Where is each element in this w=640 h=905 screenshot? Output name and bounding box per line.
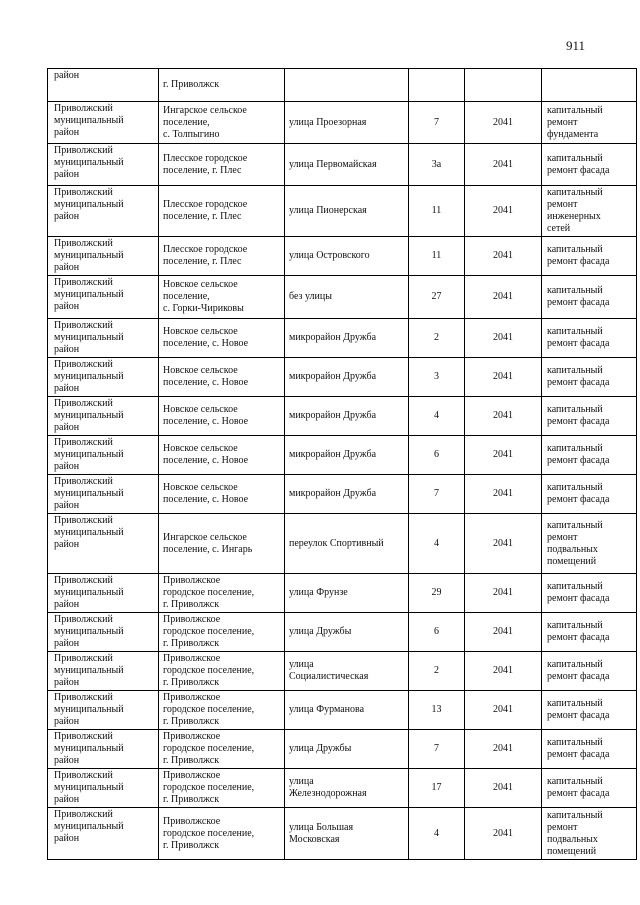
house-number-cell-text: 3 (434, 371, 439, 382)
work-type-cell (542, 186, 637, 237)
year-cell (465, 613, 542, 652)
year-cell (465, 574, 542, 613)
work-type-cell-text: капитальный ремонт фасада (547, 737, 610, 760)
district-cell (48, 691, 159, 730)
district-cell (48, 730, 159, 769)
house-number-cell-text: 3а (431, 158, 442, 170)
work-type-cell (542, 652, 637, 691)
table-row (48, 69, 637, 102)
work-type-cell (542, 691, 637, 730)
house-number-cell (409, 574, 465, 613)
district-cell (48, 237, 159, 276)
house-number-cell-text: 6 (434, 449, 439, 460)
district-cell-text: Приволжский муниципальный район (54, 476, 124, 511)
settlement-cell-text: Новское сельское поселение, с. Новое (163, 404, 249, 427)
district-cell-text: Приволжский муниципальный район (54, 238, 124, 273)
year-cell-text: 2041 (493, 332, 513, 343)
street-cell (285, 769, 409, 808)
table-row (48, 102, 637, 144)
district-cell (48, 186, 159, 237)
year-cell (465, 319, 542, 358)
district-cell (48, 144, 159, 186)
district-cell (48, 69, 159, 102)
settlement-cell (159, 613, 285, 652)
district-cell (48, 808, 159, 860)
work-type-cell (542, 397, 637, 436)
settlement-cell-text: Приволжское городское поселение, г. Приволжск (163, 731, 255, 766)
house-number-cell (409, 613, 465, 652)
table-row (48, 769, 637, 808)
street-cell-text: улица Социалистическая (289, 659, 369, 682)
district-cell-text: Приволжский муниципальный район (54, 575, 124, 610)
settlement-cell (159, 808, 285, 860)
year-cell (465, 144, 542, 186)
street-cell-text: улица Проезорная (289, 116, 367, 128)
street-cell (285, 186, 409, 237)
street-cell-text: переулок Спортивный (289, 537, 384, 549)
house-number-cell-text: 7 (434, 743, 439, 754)
year-cell (465, 769, 542, 808)
district-cell (48, 319, 159, 358)
street-cell (285, 102, 409, 144)
street-cell-text: улица Фурманова (289, 704, 365, 715)
year-cell (465, 730, 542, 769)
table-row (48, 613, 637, 652)
year-cell-text: 2041 (493, 704, 513, 715)
house-number-cell-text: 6 (434, 626, 439, 637)
settlement-cell (159, 397, 285, 436)
street-cell-text: улица Железнодорожная (289, 776, 367, 799)
settlement-cell-text: Плесское городское поселение, г. Плес (163, 244, 248, 267)
district-cell (48, 397, 159, 436)
year-cell (465, 652, 542, 691)
table-row (48, 237, 637, 276)
house-number-cell-text: 4 (434, 410, 439, 421)
year-cell (465, 436, 542, 475)
street-cell-text: улица Фрунзе (289, 587, 348, 598)
house-number-cell-text: 4 (434, 827, 439, 839)
district-cell (48, 276, 159, 319)
house-number-cell-text: 29 (431, 587, 442, 598)
work-type-cell (542, 237, 637, 276)
year-cell-text: 2041 (493, 665, 513, 676)
house-number-cell-text: 2 (434, 332, 439, 343)
work-type-cell (542, 730, 637, 769)
street-cell (285, 358, 409, 397)
settlement-cell-text: Плесское городское поселение, г. Плес (163, 152, 248, 176)
house-number-cell (409, 475, 465, 514)
settlement-cell (159, 514, 285, 574)
year-cell (465, 808, 542, 860)
street-cell-text: микрорайон Дружба (289, 410, 377, 421)
work-type-cell (542, 808, 637, 860)
settlement-cell-text: Приволжское городское поселение, г. Приволжск (163, 614, 255, 649)
year-cell-text: 2041 (493, 410, 513, 421)
district-cell-text: Приволжский муниципальный район (54, 145, 124, 180)
street-cell (285, 436, 409, 475)
district-cell (48, 652, 159, 691)
district-cell-text: район (54, 70, 80, 81)
street-cell-text: улица Большая Московская (289, 821, 354, 845)
street-cell-text: улица Дружбы (289, 743, 352, 754)
street-cell (285, 69, 409, 102)
work-type-cell-text: капитальный ремонт фасада (547, 698, 610, 721)
settlement-cell-text: Приволжское городское поселение, г. Приволжск (163, 815, 255, 851)
year-cell-text: 2041 (493, 250, 513, 261)
table-row (48, 358, 637, 397)
district-cell-text: Приволжский муниципальный район (54, 437, 124, 472)
year-cell-text: 2041 (493, 116, 513, 128)
district-cell (48, 102, 159, 144)
work-type-cell (542, 319, 637, 358)
street-cell-text: микрорайон Дружба (289, 332, 377, 343)
table-row (48, 276, 637, 319)
year-cell-text: 2041 (493, 488, 513, 499)
house-number-cell (409, 102, 465, 144)
street-cell-text: микрорайон Дружба (289, 488, 377, 499)
work-type-cell (542, 358, 637, 397)
work-type-cell (542, 276, 637, 319)
settlement-cell (159, 319, 285, 358)
house-number-cell (409, 237, 465, 276)
work-type-cell (542, 144, 637, 186)
street-cell (285, 691, 409, 730)
work-type-cell (542, 613, 637, 652)
street-cell-text: микрорайон Дружба (289, 449, 377, 460)
street-cell (285, 574, 409, 613)
house-number-cell (409, 276, 465, 319)
year-cell (465, 276, 542, 319)
street-cell-text: улица Дружбы (289, 626, 352, 637)
house-number-cell (409, 730, 465, 769)
year-cell-text: 2041 (493, 626, 513, 637)
house-number-cell (409, 691, 465, 730)
year-cell-text: 2041 (493, 158, 513, 170)
district-cell-text: Приволжский муниципальный район (54, 731, 124, 766)
year-cell (465, 237, 542, 276)
street-cell-text: микрорайон Дружба (289, 371, 377, 382)
settlement-cell (159, 691, 285, 730)
street-cell (285, 237, 409, 276)
settlement-cell-text: Новское сельское поселение, с. Новое (163, 443, 249, 466)
district-cell-text: Приволжский муниципальный район (54, 277, 124, 312)
house-number-cell-text: 2 (434, 665, 439, 676)
house-number-cell-text: 17 (431, 782, 442, 793)
work-type-cell-text: капитальный ремонт подвальных помещений (547, 519, 603, 567)
settlement-cell-text: Ингарское сельское поселение, с. Толпыгино (163, 104, 247, 140)
table-row (48, 475, 637, 514)
year-cell-text: 2041 (493, 827, 513, 839)
work-type-cell (542, 436, 637, 475)
district-cell-text: Приволжский муниципальный район (54, 320, 124, 355)
house-number-cell (409, 358, 465, 397)
house-number-cell (409, 69, 465, 102)
house-number-cell (409, 436, 465, 475)
settlement-cell-text: Плесское городское поселение, г. Плес (163, 199, 248, 222)
house-number-cell (409, 186, 465, 237)
house-number-cell (409, 652, 465, 691)
street-cell (285, 808, 409, 860)
work-type-cell-text: капитальный ремонт подвальных помещений (547, 809, 603, 857)
house-number-cell (409, 514, 465, 574)
house-number-cell (409, 397, 465, 436)
street-cell-text: улица Пионерская (289, 205, 367, 216)
settlement-cell (159, 144, 285, 186)
work-type-cell-text: капитальный ремонт инженерных сетей (547, 187, 603, 234)
work-type-cell-text: капитальный ремонт фасада (547, 443, 610, 466)
street-cell (285, 144, 409, 186)
house-number-cell-text: 7 (434, 116, 439, 128)
district-cell-text: Приволжский муниципальный район (54, 614, 124, 649)
repair-schedule-table (47, 68, 637, 860)
street-cell (285, 319, 409, 358)
work-type-cell (542, 514, 637, 574)
street-cell (285, 276, 409, 319)
table-row (48, 186, 637, 237)
house-number-cell-text: 11 (431, 205, 442, 216)
year-cell (465, 397, 542, 436)
year-cell-text: 2041 (493, 537, 513, 549)
table-row (48, 436, 637, 475)
table-row (48, 397, 637, 436)
district-cell-text: Приволжский муниципальный район (54, 809, 124, 844)
district-cell-text: Приволжский муниципальный район (54, 653, 124, 688)
year-cell-text: 2041 (493, 587, 513, 598)
district-cell (48, 613, 159, 652)
district-cell-text: Приволжский муниципальный район (54, 770, 124, 805)
work-type-cell-text: капитальный ремонт фасада (547, 404, 610, 427)
work-type-cell-text: капитальный ремонт фундамента (547, 104, 603, 140)
district-cell-text: Приволжский муниципальный район (54, 692, 124, 727)
house-number-cell-text: 4 (434, 537, 439, 549)
work-type-cell-text: капитальный ремонт фасада (547, 776, 610, 799)
settlement-cell (159, 652, 285, 691)
street-cell (285, 652, 409, 691)
district-cell (48, 574, 159, 613)
house-number-cell (409, 319, 465, 358)
house-number-cell-text: 27 (431, 291, 442, 302)
street-cell-text: улица Первомайская (289, 158, 377, 170)
work-type-cell-text: капитальный ремонт фасада (547, 482, 610, 505)
settlement-cell (159, 102, 285, 144)
settlement-cell-text: Новское сельское поселение, с. Новое (163, 482, 249, 505)
settlement-cell-text: Приволжское городское поселение, г. Приволжск (163, 653, 255, 688)
table-row (48, 514, 637, 574)
settlement-cell-text: Приволжское городское поселение, г. Приволжск (163, 770, 255, 805)
settlement-cell (159, 276, 285, 319)
settlement-cell-text: Новское сельское поселение, с. Новое (163, 365, 249, 388)
settlement-cell (159, 574, 285, 613)
year-cell-text: 2041 (493, 371, 513, 382)
district-cell-text: Приволжский муниципальный район (54, 359, 124, 394)
street-cell (285, 514, 409, 574)
house-number-cell (409, 144, 465, 186)
work-type-cell (542, 769, 637, 808)
settlement-cell-text: Приволжское городское поселение, г. Приволжск (163, 692, 255, 727)
year-cell (465, 358, 542, 397)
street-cell-text: без улицы (289, 291, 332, 302)
work-type-cell (542, 574, 637, 613)
settlement-cell-text: Новское сельское поселение, с. Горки-Чириковы (163, 279, 244, 314)
settlement-cell (159, 436, 285, 475)
street-cell (285, 613, 409, 652)
year-cell-text: 2041 (493, 205, 513, 216)
settlement-cell (159, 769, 285, 808)
settlement-cell-text: Ингарское сельское поселение, с. Ингарь (163, 531, 253, 555)
work-type-cell-text: капитальный ремонт фасада (547, 326, 610, 349)
work-type-cell-text: капитальный ремонт фасада (547, 244, 610, 267)
street-cell (285, 730, 409, 769)
page-number: 911 (566, 38, 586, 53)
work-type-cell-text: капитальный ремонт фасада (547, 581, 610, 604)
year-cell (465, 186, 542, 237)
work-type-cell-text: капитальный ремонт фасада (547, 285, 610, 308)
table-row (48, 319, 637, 358)
work-type-cell (542, 102, 637, 144)
work-type-cell-text: капитальный ремонт фасада (547, 620, 610, 643)
year-cell-text: 2041 (493, 743, 513, 754)
year-cell (465, 69, 542, 102)
settlement-cell-text: г. Приволжск (163, 79, 220, 90)
year-cell-text: 2041 (493, 782, 513, 793)
work-type-cell-text: капитальный ремонт фасада (547, 365, 610, 388)
house-number-cell (409, 808, 465, 860)
settlement-cell-text: Новское сельское поселение, с. Новое (163, 326, 249, 349)
street-cell-text: улица Островского (289, 250, 370, 261)
table-row (48, 730, 637, 769)
settlement-cell (159, 186, 285, 237)
work-type-cell-text: капитальный ремонт фасада (547, 152, 610, 176)
table-row (48, 144, 637, 186)
district-cell (48, 436, 159, 475)
work-type-cell-text: капитальный ремонт фасада (547, 659, 610, 682)
work-type-cell (542, 475, 637, 514)
district-cell (48, 514, 159, 574)
house-number-cell-text: 11 (431, 250, 442, 261)
table-row (48, 808, 637, 860)
district-cell-text: Приволжский муниципальный район (54, 515, 124, 550)
settlement-cell (159, 730, 285, 769)
district-cell (48, 475, 159, 514)
year-cell-text: 2041 (493, 449, 513, 460)
table-row (48, 652, 637, 691)
settlement-cell-text: Приволжское городское поселение, г. Приволжск (163, 575, 255, 610)
year-cell-text: 2041 (493, 291, 513, 302)
house-number-cell-text: 13 (431, 704, 442, 715)
district-cell-text: Приволжский муниципальный район (54, 103, 124, 138)
settlement-cell (159, 358, 285, 397)
district-cell-text: Приволжский муниципальный район (54, 187, 124, 222)
table-row (48, 574, 637, 613)
house-number-cell-text: 7 (434, 488, 439, 499)
table-row (48, 691, 637, 730)
street-cell (285, 475, 409, 514)
settlement-cell (159, 237, 285, 276)
street-cell (285, 397, 409, 436)
year-cell (465, 691, 542, 730)
district-cell (48, 769, 159, 808)
settlement-cell (159, 475, 285, 514)
settlement-cell (159, 69, 285, 102)
house-number-cell (409, 769, 465, 808)
year-cell (465, 102, 542, 144)
district-cell-text: Приволжский муниципальный район (54, 398, 124, 433)
district-cell (48, 358, 159, 397)
year-cell (465, 475, 542, 514)
year-cell (465, 514, 542, 574)
work-type-cell (542, 69, 637, 102)
